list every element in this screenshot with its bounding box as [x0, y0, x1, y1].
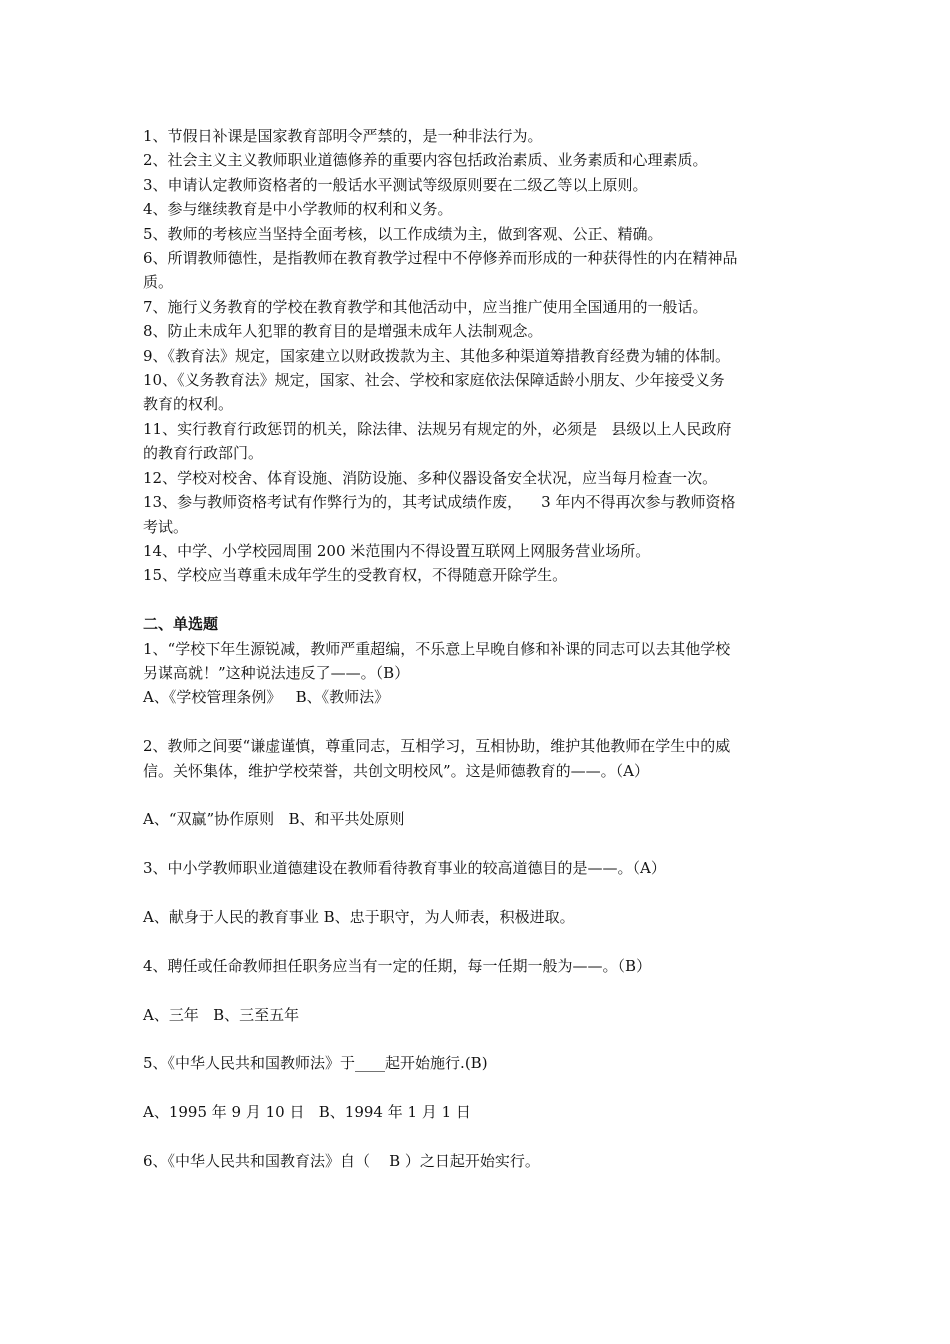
true-false-item-line: 12、学校对校舍、体育设施、消防设施、多种仪器设备安全状况，应当每月检查一次。: [143, 468, 718, 487]
mc-question-line: 4、聘任或任命教师担任职务应当有一定的任期，每一任期一般为——。（B）: [143, 956, 652, 975]
true-false-item-line: 13、参与教师资格考试有作弊行为的，其考试成绩作废， 3 年内不得再次参与教师资格: [143, 493, 736, 512]
true-false-item-line: 11、实行教育行政惩罚的机关，除法律、法规另有规定的外，必须是 县级以上人民政府: [143, 419, 732, 438]
paragraph-spacer: [143, 783, 813, 807]
mc-question-line: 3、中小学教师职业道德建设在教师看待教育事业的较高道德目的是——。（A）: [143, 859, 666, 878]
true-false-item-line: 考试。: [143, 517, 189, 536]
document-body: [143, 124, 813, 1173]
paragraph-spacer: [143, 881, 813, 905]
mc-question-line: 信。关怀集体，维护学校荣誉，共创文明校风”。这是师德教育的——。（A）: [143, 761, 650, 780]
true-false-item-line: 6、所谓教师德性，是指教师在教育教学过程中不停修养而形成的一种获得性的内在精神品: [143, 249, 738, 268]
true-false-item-line: 15、学校应当尊重未成年学生的受教育权，不得随意开除学生。: [143, 566, 568, 585]
mc-question-line: 另谋高就！”这种说法违反了——。（B）: [143, 663, 410, 682]
mc-question-line: 1、“学校下年生源锐减，教师严重超编，不乐意上早晚自修和补课的同志可以去其他学校: [143, 639, 731, 658]
section-title: 二、单选题: [143, 615, 219, 634]
paragraph-spacer: [143, 978, 813, 1002]
true-false-item-line: 质。: [143, 273, 174, 292]
paragraph-spacer: [143, 832, 813, 856]
mc-question-line: 6、《中华人民共和国教育法》自（ B ）之日起开始实行。: [143, 1151, 540, 1170]
mc-options-line: A、《学校管理条例》 B、《教师法》: [143, 688, 390, 707]
true-false-item-line: 14、中学、小学校园周围 200 米范围内不得设置互联网上网服务营业场所。: [143, 541, 651, 560]
true-false-item-line: 2、社会主义主义教师职业道德修养的重要内容包括政治素质、业务素质和心理素质。: [143, 151, 708, 170]
paragraph-spacer: [143, 1076, 813, 1100]
true-false-item-line: 8、防止未成年人犯罪的教育目的是增强未成年人法制观念。: [143, 322, 543, 341]
paragraph-spacer: [143, 588, 813, 612]
true-false-item-line: 4、参与继续教育是中小学教师的权利和义务。: [143, 200, 453, 219]
true-false-item-line: 7、施行义务教育的学校在教育教学和其他活动中，应当推广使用全国通用的一般话。: [143, 297, 708, 316]
mc-question-line: 5、《中华人民共和国教师法》于____起开始施行.(B): [143, 1054, 488, 1073]
paragraph-spacer: [143, 1125, 813, 1149]
mc-options-line: A、1995 年 9 月 10 日 B、1994 年 1 月 1 日: [143, 1103, 471, 1122]
mc-options-line: A、三年 B、三至五年: [143, 1005, 300, 1024]
paragraph-spacer: [143, 929, 813, 953]
true-false-item-line: 9、《教育法》规定，国家建立以财政拨款为主、其他多种渠道筹措教育经费为辅的体制。: [143, 346, 731, 365]
true-false-item-line: 的教育行政部门。: [143, 444, 264, 463]
paragraph-spacer: [143, 1027, 813, 1051]
true-false-item-line: 5、教师的考核应当坚持全面考核，以工作成绩为主，做到客观、公正、精确。: [143, 224, 663, 243]
mc-question-line: 2、教师之间要“谦虚谨慎，尊重同志，互相学习，互相协助，维护其他教师在学生中的威: [143, 737, 731, 756]
true-false-item-line: 3、申请认定教师资格者的一般话水平测试等级原则要在二级乙等以上原则。: [143, 175, 648, 194]
true-false-item-line: 10、《义务教育法》规定，国家、社会、学校和家庭依法保障适龄小朋友、少年接受义务: [143, 371, 725, 390]
paragraph-spacer: [143, 710, 813, 734]
mc-options-line: A、献身于人民的教育事业 B、忠于职守，为人师表，积极进取。: [143, 907, 575, 926]
true-false-item-line: 教育的权利。: [143, 395, 234, 414]
mc-options-line: A、“双赢”协作原则 B、和平共处原则: [143, 810, 405, 829]
true-false-item-line: 1、节假日补课是国家教育部明令严禁的，是一种非法行为。: [143, 127, 543, 145]
